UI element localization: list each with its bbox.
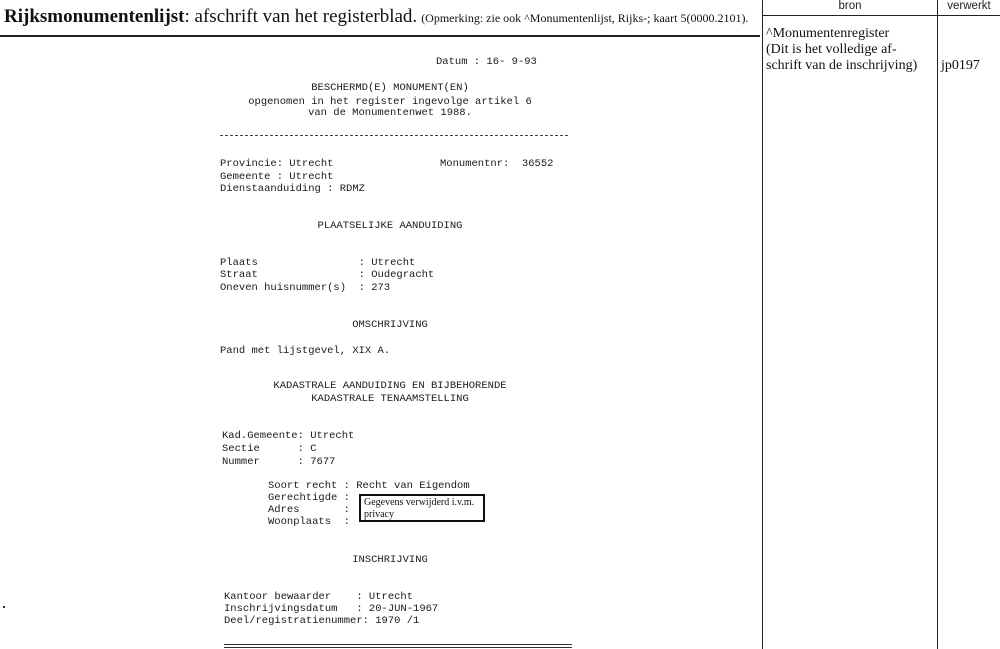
omschrijving-heading: OMSCHRIJVING [352, 319, 428, 331]
verwerkt-column-header: verwerkt [947, 0, 991, 12]
column-header-rule [762, 15, 1000, 16]
page-title: Rijksmonumentenlijst [4, 6, 185, 27]
provincie-line: Provincie: Utrecht [220, 158, 334, 170]
verwerkt-text: jp0197 [941, 58, 980, 73]
huisnummer-line: Oneven huisnummer(s) : 273 [220, 282, 391, 294]
omschrijving-text: Pand met lijstgevel, XIX A. [220, 345, 391, 357]
heading-line-1: BESCHERMD(E) MONUMENT(EN) [311, 82, 469, 94]
inschrijvingsdatum-line: Inschrijvingsdatum : 20-JUN-1967 [224, 603, 439, 615]
column-divider-right [937, 0, 938, 649]
heading-line-3: van de Monumentenwet 1988. [308, 107, 472, 119]
page-header [4, 6, 760, 32]
adres-line: Adres : [268, 504, 350, 516]
heading-line-2: opgenomen in het register ingevolge artikel 6 [248, 96, 532, 108]
kadastrale-heading-1: KADASTRALE AANDUIDING EN BIJBEHORENDE [273, 380, 507, 392]
monumentnr-line: Monumentnr: 36552 [440, 158, 554, 170]
bron-text: ^Monumentenregister (Dit is het volledige af- schrift van de inschrijving) [766, 26, 918, 73]
header-rule [0, 35, 760, 37]
dashed-separator [220, 135, 568, 136]
nummer-line: Nummer : 7677 [222, 456, 336, 468]
woonplaats-line: Woonplaats : [268, 516, 350, 528]
end-rule-double [224, 647, 572, 648]
bron-column-header: bron [838, 0, 862, 12]
straat-line: Straat : Oudegracht [220, 269, 435, 281]
kad-gemeente-line: Kad.Gemeente: Utrecht [222, 430, 355, 442]
plaatselijke-heading: PLAATSELIJKE AANDUIDING [317, 220, 463, 232]
header-note: (Opmerking: zie ook ^Monumentenlijst, Rijks-; kaart 5(0000.2101). [421, 11, 749, 25]
scan-speck [3, 606, 5, 608]
kadastrale-heading-2: KADASTRALE TENAAMSTELLING [311, 393, 469, 405]
privacy-redaction-box: Gegevens verwijderd i.v.m. privacy [359, 494, 485, 522]
deel-line: Deel/registratienummer: 1970 /1 [224, 615, 420, 627]
end-rule [224, 644, 572, 645]
soort-recht-line: Soort recht : Recht van Eigendom [268, 480, 470, 492]
dienstaanduiding-line: Dienstaanduiding : RDMZ [220, 183, 365, 195]
inschrijving-heading: INSCHRIJVING [352, 554, 428, 566]
kantoor-line: Kantoor bewaarder : Utrecht [224, 591, 414, 603]
page-subtitle: : afschrift van het registerblad. [184, 6, 418, 27]
gerechtigde-line: Gerechtigde : [268, 492, 350, 504]
plaats-line: Plaats : Utrecht [220, 257, 416, 269]
datum-line: Datum : 16- 9-93 [436, 56, 537, 68]
column-divider-left [762, 0, 763, 649]
sectie-line: Sectie : C [222, 443, 317, 455]
gemeente-line: Gemeente : Utrecht [220, 171, 334, 183]
